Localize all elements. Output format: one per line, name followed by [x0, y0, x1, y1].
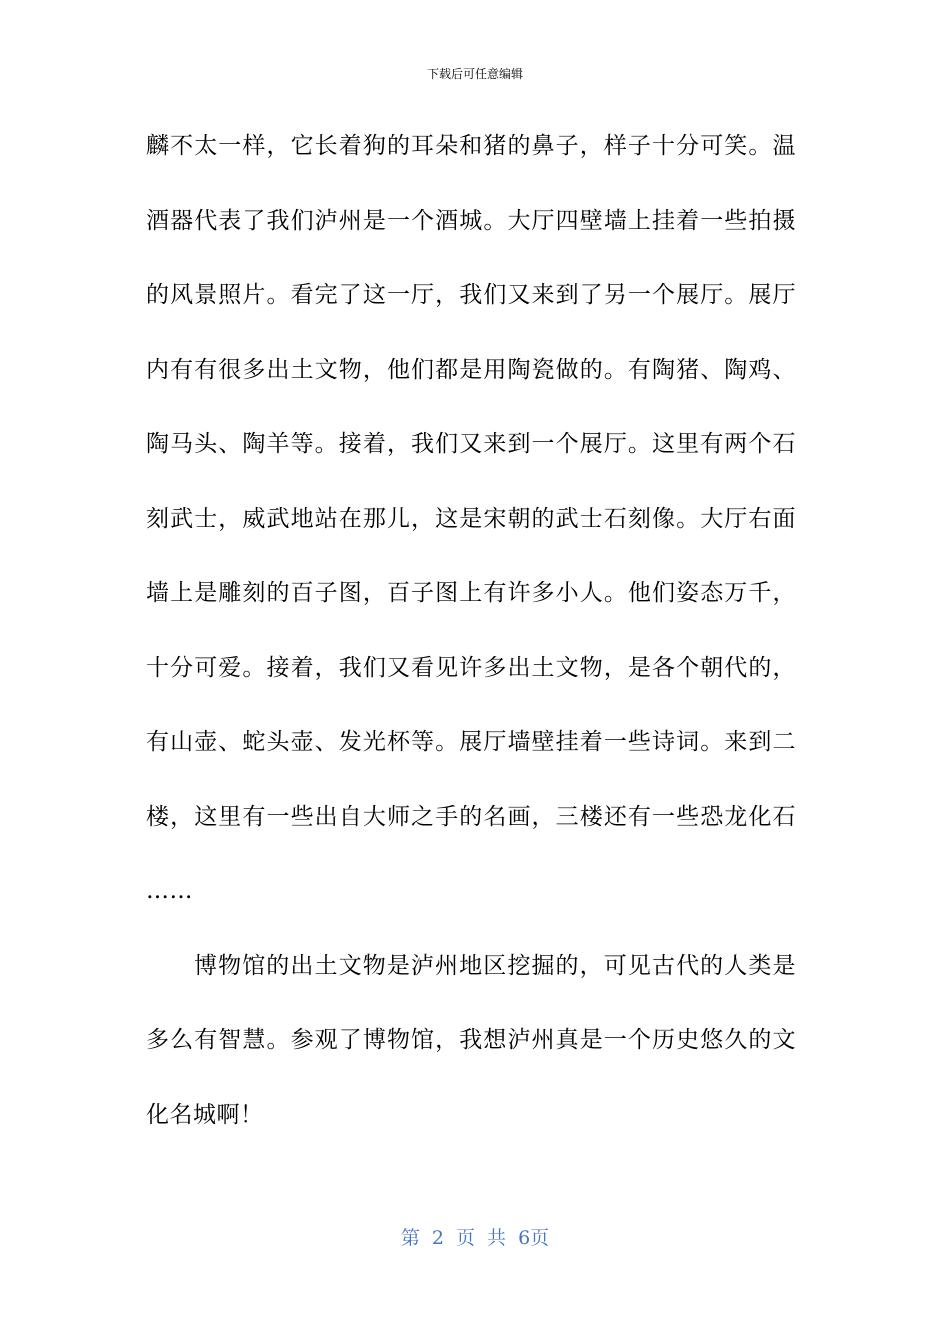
paragraph-first-line: 博物馆的出土文物是泸州地区挖掘的，可见古代的人类是 [194, 952, 796, 979]
text-line: 楼，这里有一些出自大师之手的名画，三楼还有一些恐龙化石 [146, 803, 796, 830]
text-line-ellipsis: …… [146, 878, 193, 904]
text-line: 陶马头、陶羊等。接着，我们又来到一个展厅。这里有两个石 [146, 431, 796, 457]
text-line: 麟不太一样，它长着狗的耳朵和猪的鼻子，样子十分可笑。温 [146, 133, 796, 159]
page-header-note: 下载后可任意编辑 [426, 67, 523, 81]
text-line: 刻武士，威武地站在那儿，这是宋朝的武士石刻像。大厅右面 [146, 505, 796, 532]
text-line: 墙上是雕刻的百子图，百子图上有许多小人。他们姿态万千， [146, 580, 796, 606]
text-line: 内有有很多出土文物，他们都是用陶瓷做的。有陶猪、陶鸡、 [146, 356, 796, 383]
text-line: 十分可爱。接着，我们又看见许多出土文物，是各个朝代的， [146, 654, 796, 681]
text-line: 多么有智慧。参观了博物馆，我想泸州真是一个历史悠久的文 [146, 1027, 796, 1053]
text-line: 酒器代表了我们泸州是一个酒城。大厅四壁墙上挂着一些拍摄 [146, 207, 796, 234]
text-line: 有山壶、蛇头壶、发光杯等。展厅墙壁挂着一些诗词。来到二 [146, 729, 796, 755]
page-number-footer: 第 2 页 共 6页 [400, 1227, 550, 1249]
text-line-last: 化名城啊！ [146, 1101, 264, 1128]
document-body [146, 126, 796, 1169]
text-line: 的风景照片。看完了这一厅，我们又来到了另一个展厅。展厅 [146, 282, 796, 308]
